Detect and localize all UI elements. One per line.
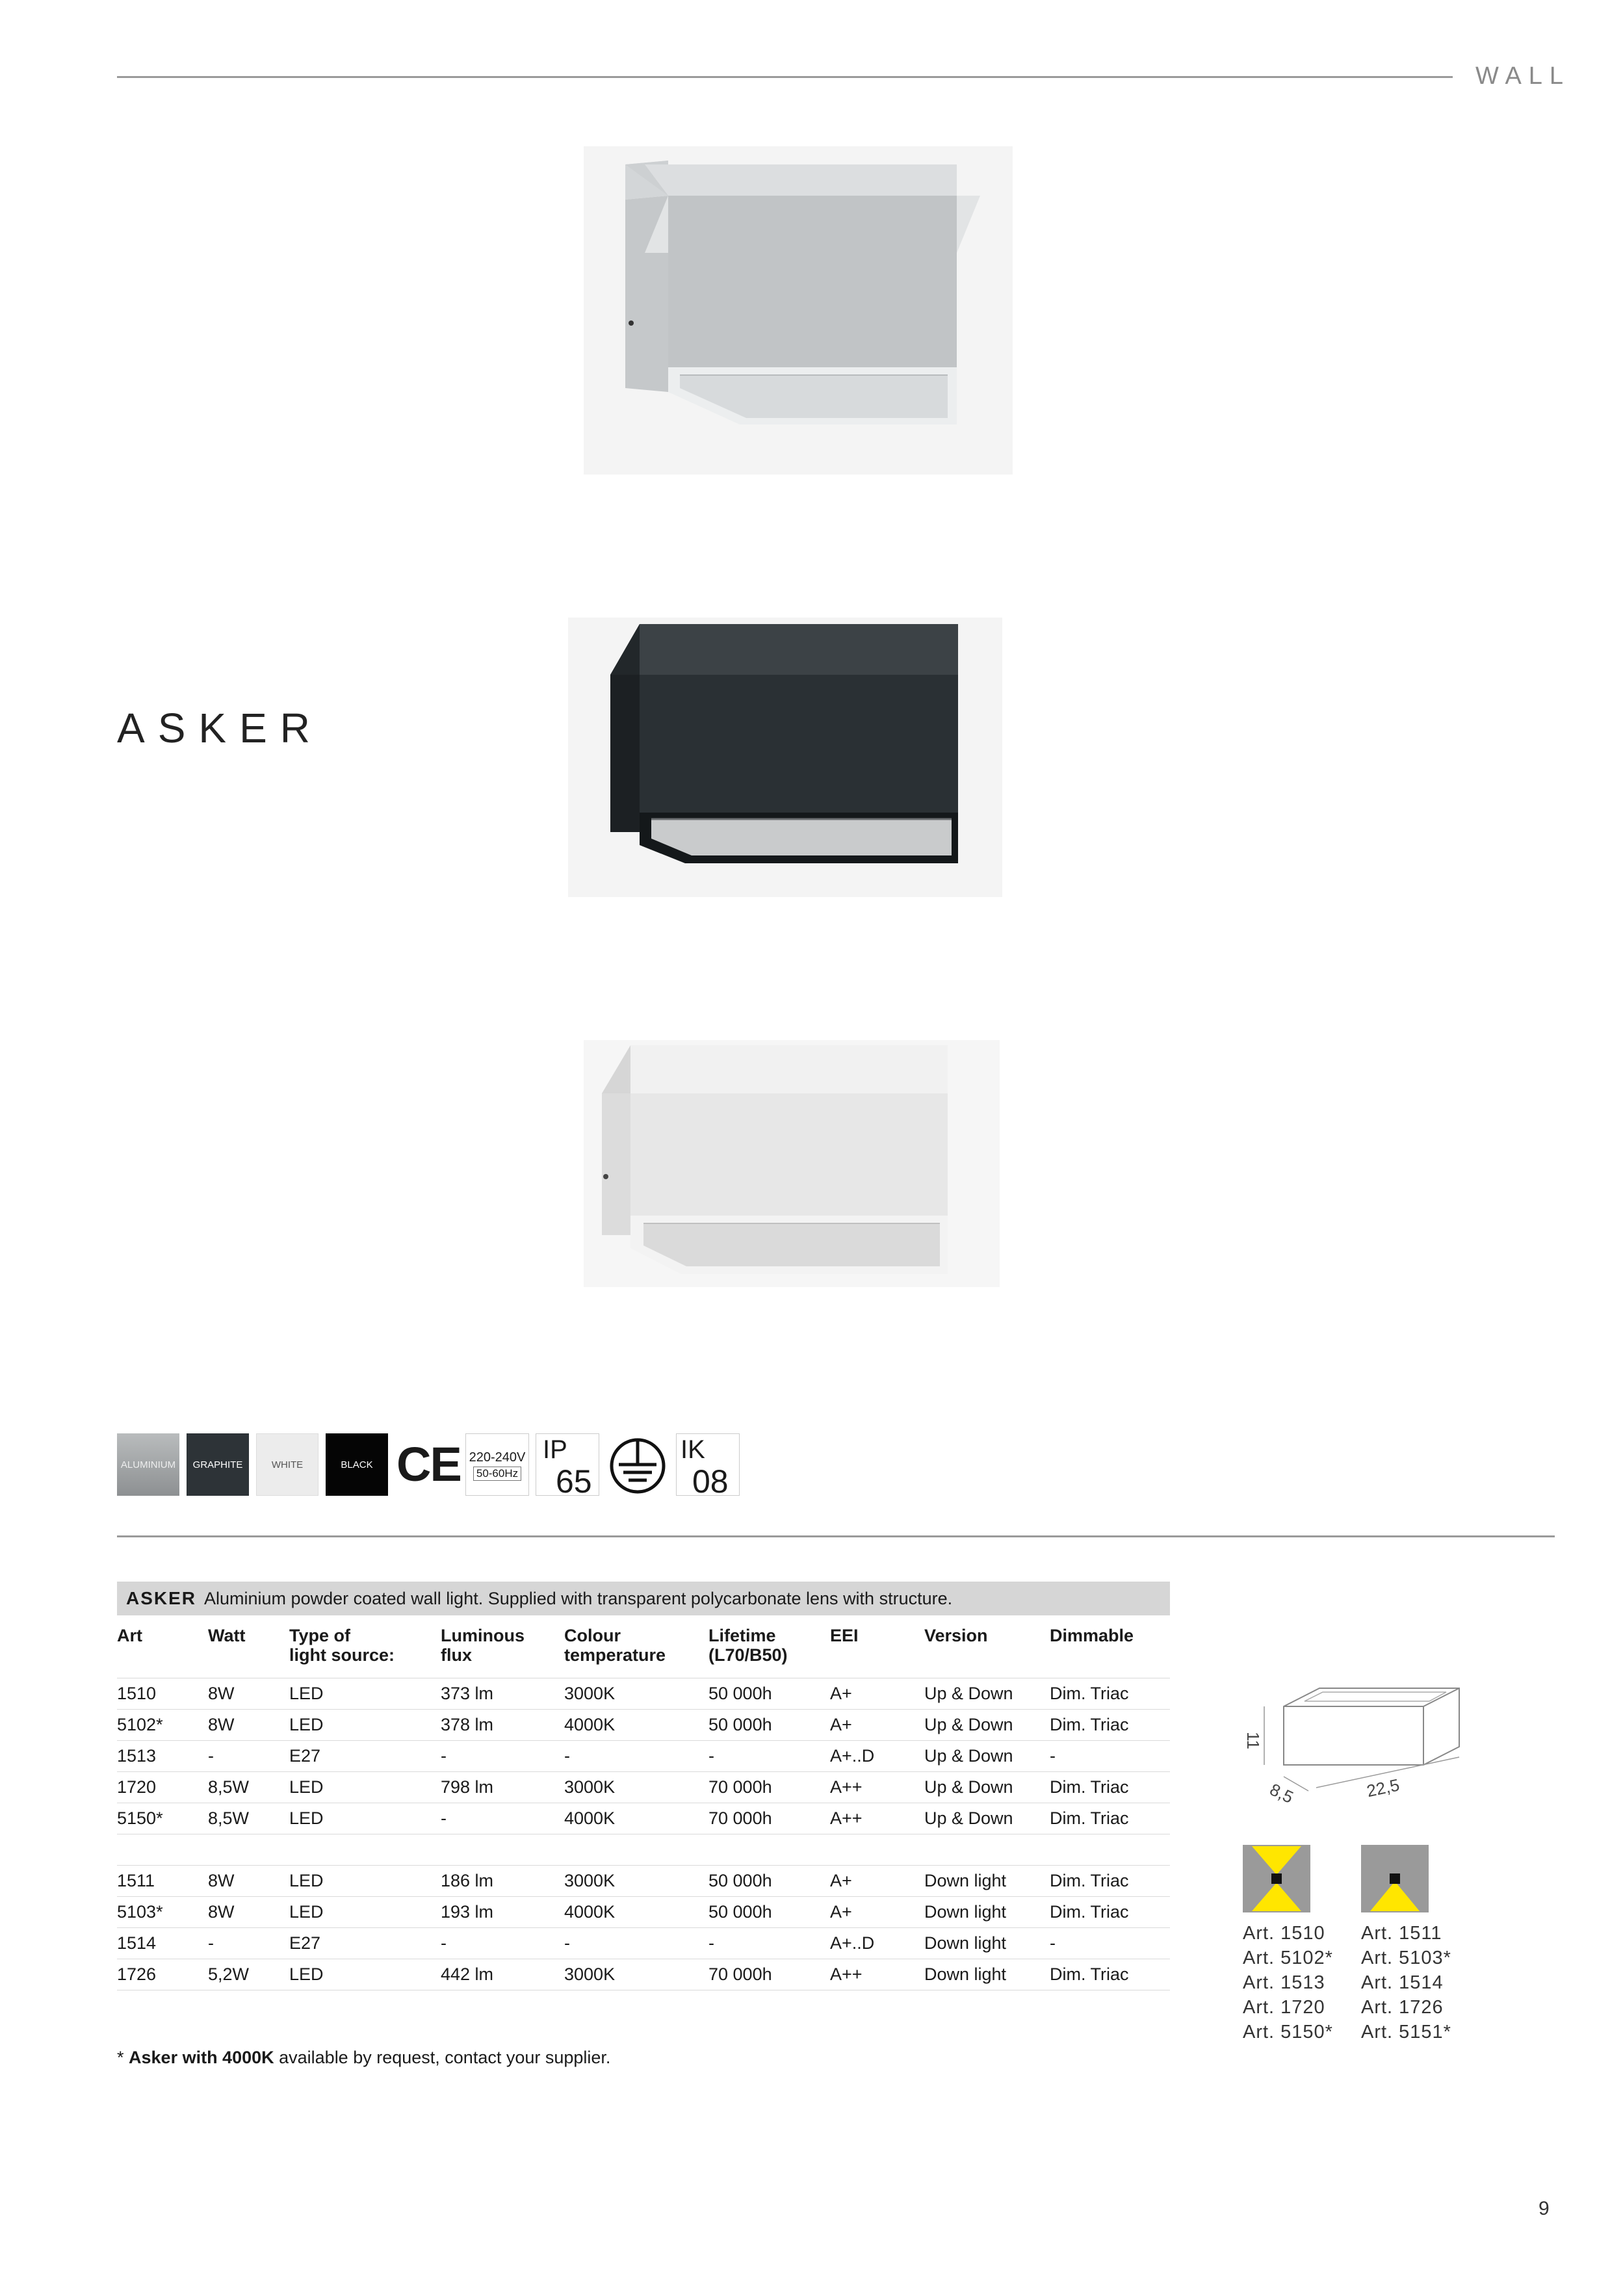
- footnote: [117, 2048, 610, 2068]
- col-header-eei: EEI: [830, 1615, 924, 1678]
- table-cell: 8,5W: [208, 1803, 289, 1834]
- dimension-height: 11: [1243, 1732, 1263, 1749]
- table-cell: A+: [830, 1710, 924, 1741]
- ce-mark-icon: CE: [396, 1437, 461, 1491]
- table-cell: A++: [830, 1959, 924, 1990]
- table-cell: A+: [830, 1897, 924, 1928]
- table-cell: LED: [289, 1897, 441, 1928]
- spec-table: [117, 1582, 1170, 1990]
- table-cell: LED: [289, 1959, 441, 1990]
- table-cell: -: [441, 1803, 564, 1834]
- art-item: Art. 1513: [1243, 1972, 1325, 1993]
- art-list-updown: [1243, 1921, 1361, 2044]
- table-spacer-row: [117, 1834, 1170, 1866]
- lamp-image-white: [584, 1040, 1000, 1287]
- footnote-star: *: [117, 2048, 129, 2067]
- table-row: [117, 1710, 1170, 1741]
- table-row: [117, 1678, 1170, 1710]
- col-header-luminous-flux: Luminous flux: [441, 1615, 564, 1678]
- ground-icon: [606, 1433, 669, 1496]
- dimension-drawing: [1232, 1680, 1479, 1820]
- table-cell: Dim. Triac: [1050, 1959, 1170, 1990]
- table-cell: 193 lm: [441, 1897, 564, 1928]
- table-row: [117, 1928, 1170, 1959]
- table-cell: A+..D: [830, 1928, 924, 1959]
- art-item: Art. 5150*: [1243, 2022, 1333, 2042]
- voltage-badge: [465, 1433, 529, 1496]
- table-cell: 70 000h: [708, 1959, 830, 1990]
- table-cell: 3000K: [564, 1678, 708, 1710]
- section-divider: [117, 1535, 1555, 1537]
- table-cell: 373 lm: [441, 1678, 564, 1710]
- table-cell: -: [1050, 1741, 1170, 1772]
- table-row: [117, 1803, 1170, 1834]
- table-row: [117, 1741, 1170, 1772]
- art-item: Art. 1510: [1243, 1923, 1325, 1944]
- finish-swatch-aluminium[interactable]: [117, 1433, 179, 1496]
- table-cell: 70 000h: [708, 1803, 830, 1834]
- table-cell: A++: [830, 1803, 924, 1834]
- art-item: Art. 1720: [1243, 1997, 1325, 2018]
- table-cell: 50 000h: [708, 1866, 830, 1897]
- table-cell: 1510: [117, 1678, 208, 1710]
- finish-label: ALUMINIUM: [120, 1459, 176, 1470]
- col-header-art: Art: [117, 1615, 208, 1678]
- table-cell: E27: [289, 1741, 441, 1772]
- table-cell: 5103*: [117, 1897, 208, 1928]
- table-cell: Up & Down: [924, 1803, 1050, 1834]
- table-cell: -: [208, 1928, 289, 1959]
- col-header-lifetime: Lifetime (L70/B50): [708, 1615, 830, 1678]
- table-cell: -: [564, 1741, 708, 1772]
- table-cell: 8W: [208, 1897, 289, 1928]
- finish-swatches: [117, 1433, 395, 1496]
- table-cell: A+: [830, 1866, 924, 1897]
- frequency-text: 50-60Hz: [473, 1467, 521, 1481]
- table-cell: -: [708, 1928, 830, 1959]
- table-cell: 3000K: [564, 1959, 708, 1990]
- col-header-version: Version: [924, 1615, 1050, 1678]
- art-item: Art. 1511: [1361, 1923, 1442, 1944]
- table-cell: Down light: [924, 1928, 1050, 1959]
- ik-value: 08: [692, 1463, 729, 1500]
- table-cell: 5102*: [117, 1710, 208, 1741]
- art-item: Art. 1726: [1361, 1997, 1444, 2018]
- table-cell: 798 lm: [441, 1772, 564, 1803]
- art-list-down: [1361, 1921, 1479, 2044]
- art-item: Art. 5151*: [1361, 2022, 1451, 2042]
- table-cell: -: [208, 1741, 289, 1772]
- ip-label: IP: [543, 1435, 567, 1464]
- table-cell: LED: [289, 1710, 441, 1741]
- art-item: Art. 5103*: [1361, 1948, 1451, 1968]
- table-cell: Dim. Triac: [1050, 1772, 1170, 1803]
- table-title: ASKER: [126, 1588, 197, 1608]
- art-item: Art. 1514: [1361, 1972, 1444, 1993]
- table-cell: -: [1050, 1928, 1170, 1959]
- beam-column-updown: [1243, 1845, 1361, 2044]
- table-cell: LED: [289, 1772, 441, 1803]
- table-cell: 5150*: [117, 1803, 208, 1834]
- table-cell: 5,2W: [208, 1959, 289, 1990]
- table-cell: A+..D: [830, 1741, 924, 1772]
- table-cell: 1511: [117, 1866, 208, 1897]
- table-cell: 1726: [117, 1959, 208, 1990]
- footnote-text: available by request, contact your supplier.: [274, 2048, 611, 2067]
- table-cell: 186 lm: [441, 1866, 564, 1897]
- header-rule: [117, 76, 1453, 78]
- table-cell: Down light: [924, 1959, 1050, 1990]
- table-cell: Down light: [924, 1897, 1050, 1928]
- table-cell: 4000K: [564, 1897, 708, 1928]
- table-cell: 8,5W: [208, 1772, 289, 1803]
- ik-rating-badge: [676, 1433, 740, 1500]
- table-cell: 3000K: [564, 1772, 708, 1803]
- table-cell: 4000K: [564, 1710, 708, 1741]
- table-cell: A+: [830, 1678, 924, 1710]
- table-cell: Up & Down: [924, 1772, 1050, 1803]
- voltage-text: 220-240V: [469, 1450, 526, 1465]
- table-cell: A++: [830, 1772, 924, 1803]
- table-caption: [117, 1582, 1170, 1615]
- dimension-depth: 8,5: [1267, 1779, 1297, 1807]
- table-cell: Up & Down: [924, 1741, 1050, 1772]
- finish-label: WHITE: [271, 1459, 304, 1470]
- table-cell: Down light: [924, 1866, 1050, 1897]
- table-cell: 378 lm: [441, 1710, 564, 1741]
- page-number: 9: [1539, 2198, 1550, 2219]
- table-cell: 50 000h: [708, 1710, 830, 1741]
- table-description: Aluminium powder coated wall light. Supplied with transparent polycarbonate lens with structure.: [204, 1589, 953, 1608]
- table-header-row: [117, 1615, 1170, 1678]
- finish-label: BLACK: [341, 1459, 373, 1470]
- table-cell: 1513: [117, 1741, 208, 1772]
- down-beam-icon: [1361, 1845, 1429, 1912]
- finish-swatch-graphite[interactable]: [187, 1433, 249, 1496]
- table-cell: LED: [289, 1866, 441, 1897]
- finish-swatch-white[interactable]: [256, 1433, 318, 1496]
- table-cell: Dim. Triac: [1050, 1710, 1170, 1741]
- table-cell: 1720: [117, 1772, 208, 1803]
- table-cell: 50 000h: [708, 1897, 830, 1928]
- table-cell: 50 000h: [708, 1678, 830, 1710]
- up-down-beam-icon: [1243, 1845, 1310, 1912]
- col-header-type: Type of light source:: [289, 1615, 441, 1678]
- table-cell: Dim. Triac: [1050, 1897, 1170, 1928]
- section-label: WALL: [1475, 62, 1571, 90]
- table-row: [117, 1866, 1170, 1897]
- table-cell: -: [441, 1928, 564, 1959]
- table-cell: Dim. Triac: [1050, 1678, 1170, 1710]
- table-cell: 8W: [208, 1866, 289, 1897]
- table-cell: Dim. Triac: [1050, 1803, 1170, 1834]
- product-title: ASKER: [117, 705, 323, 751]
- beam-column-down: [1361, 1845, 1479, 2044]
- footnote-bold: Asker with 4000K: [129, 2048, 274, 2067]
- table-cell: 8W: [208, 1678, 289, 1710]
- table-cell: -: [564, 1928, 708, 1959]
- table-cell: 4000K: [564, 1803, 708, 1834]
- finish-label: GRAPHITE: [192, 1459, 243, 1470]
- table-cell: 1514: [117, 1928, 208, 1959]
- table-cell: LED: [289, 1678, 441, 1710]
- table-cell: 3000K: [564, 1866, 708, 1897]
- col-header-colour-temperature: Colour temperature: [564, 1615, 708, 1678]
- dimension-width: 22,5: [1364, 1775, 1401, 1801]
- table-cell: -: [441, 1741, 564, 1772]
- col-header-dimmable: Dimmable: [1050, 1615, 1170, 1678]
- art-item: Art. 5102*: [1243, 1948, 1333, 1968]
- ip-rating-badge: [536, 1433, 599, 1500]
- table-cell: 70 000h: [708, 1772, 830, 1803]
- table-row: [117, 1897, 1170, 1928]
- table-row: [117, 1772, 1170, 1803]
- table-cell: Up & Down: [924, 1710, 1050, 1741]
- lamp-image-graphite: [568, 618, 1002, 897]
- finish-swatch-black[interactable]: [326, 1433, 388, 1496]
- col-header-watt: Watt: [208, 1615, 289, 1678]
- table-cell: E27: [289, 1928, 441, 1959]
- table-cell: -: [708, 1741, 830, 1772]
- table-cell: Dim. Triac: [1050, 1866, 1170, 1897]
- table-cell: 442 lm: [441, 1959, 564, 1990]
- ik-label: IK: [681, 1435, 705, 1464]
- ip-value: 65: [556, 1463, 592, 1500]
- table-cell: 8W: [208, 1710, 289, 1741]
- lamp-image-aluminium: [584, 146, 1013, 475]
- beam-diagrams: [1243, 1845, 1479, 2044]
- table-row: [117, 1959, 1170, 1990]
- table-cell: LED: [289, 1803, 441, 1834]
- table-cell: Up & Down: [924, 1678, 1050, 1710]
